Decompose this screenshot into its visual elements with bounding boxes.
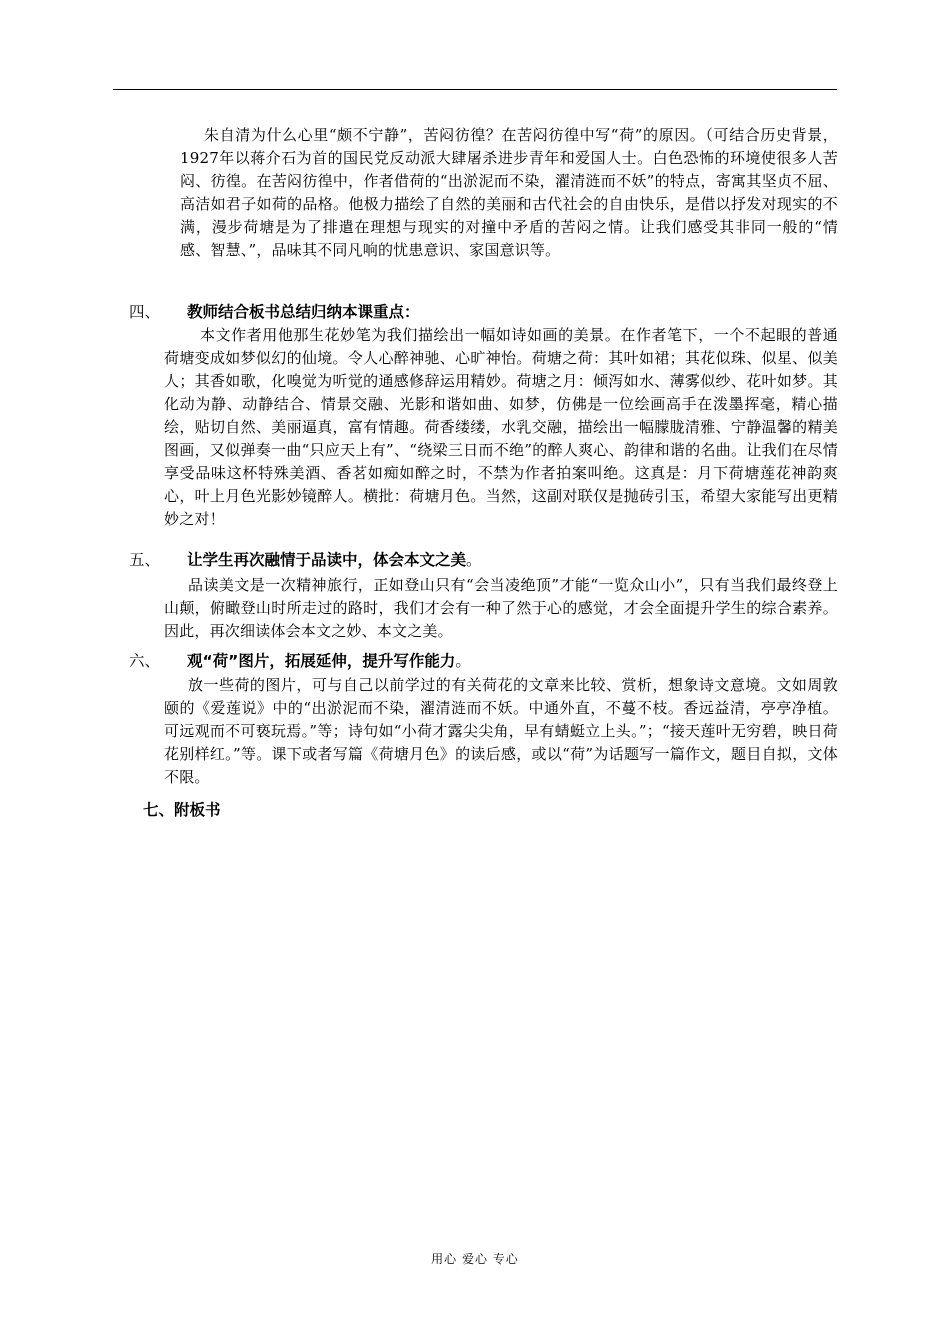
section-title-text: 让学生再次融情于品读中，体会本文之美	[187, 551, 467, 569]
page-footer: 用心 爱心 专心	[431, 1252, 519, 1266]
paragraph-extension: 放一些荷的图片，可与自己以前学过的有关荷花的文章来比较、赏析，想象诗文意境。文如周敦颐的《爱莲说》中的“出淤泥而不染，濯清涟而不妖。中通外直，不蔓不枝。香远益清，亭亭净植。可远观而不可亵玩焉。”等；诗句如“小荷才露尖尖角，早有蜻蜓立上头。”；“接天莲叶无穷碧，映日荷花别样红。”等。课下或者写篇《荷塘月色》的读后感，或以“荷”为话题写一篇作文，题目自拟，文体不限。	[164, 676, 838, 786]
section-number: 四、	[129, 303, 161, 321]
section-heading-5	[129, 549, 482, 572]
section-heading-4	[129, 301, 420, 324]
section-number: 五、	[129, 551, 161, 569]
section-title-text: 观“荷”图片，拓展延伸，提升写作能力	[187, 652, 456, 670]
paragraph-summary: 本文作者用他那生花妙笔为我们描绘出一幅如诗如画的美景。在作者笔下，一个不起眼的普通荷塘变成如梦似幻的仙境。令人心醉神驰、心旷神怡。荷塘之荷：其叶如裙；其花似珠、似星、似美人；其香如歌，化嗅觉为听觉的通感修辞运用精妙。荷塘之月：倾泻如水、薄雾似纱、花叶如梦。其化动为静、动静结合、情景交融、光影和谐如曲、如梦，仿佛是一位绘画高手在泼墨挥毫，精心描绘，贴切自然、美丽逼真，富有情趣。荷香缕缕，水乳交融，描绘出一幅朦胧清雅、宁静温馨的精美图画，又似弹奏一曲“只应天上有”、“绕梁三日而不绝”的醉人爽心、韵律和谐的名曲。让我们在尽情享受品味这杯特殊美酒、香茗如痴如醉之时，不禁为作者拍案叫绝。这真是：月下荷塘莲花神韵爽心，叶上月色光影妙镜醉人。横批：荷塘月色。当然，这副对联仅是抛砖引玉，希望大家能写出更精妙之对！	[164, 326, 838, 528]
section-heading-7: 七、附板书	[143, 801, 221, 819]
section-number: 六、	[129, 652, 161, 670]
section-title: 教师结合板书总结归纳本课重点：	[187, 303, 420, 321]
section-title	[187, 650, 471, 673]
header-rule	[113, 89, 837, 90]
paragraph-background: 朱自清为什么心里“颇不宁静”，苦闷彷徨？在苦闷彷徨中写“荷”的原因。（可结合历史背景，1927年以蒋介石为首的国民党反动派大肆屠杀进步青年和爱国人士。白色恐怖的环境使很多人苦闷、彷徨。在苦闷彷徨中，作者借荷的“出淤泥而不染，濯清涟而不妖”的特点，寄寓其坚贞不屈、高洁如君子如荷的品格。他极力描绘了自然的美丽和古代社会的自由快乐，是借以抒发对现实的不满，漫步荷塘是为了排遣在理想与现实的对撞中矛盾的苦闷之情。让我们感受其非同一般的“情感、智慧、”，品味其不同凡响的忧患意识、家国意识等。	[180, 126, 838, 259]
section-heading-6	[129, 650, 471, 673]
section-title-tail: 。	[455, 652, 471, 670]
section-title	[187, 549, 482, 572]
paragraph-reading: 品读美文是一次精神旅行，正如登山只有“会当凌绝顶”才能“一览众山小”，只有当我们最终登上山颠，俯瞰登山时所走过的路时，我们才会有一种了然于心的感觉，才会全面提升学生的综合素养。因此，再次细读体会本文之妙、本文之美。	[164, 576, 838, 640]
section-title-tail: 。	[466, 551, 482, 569]
